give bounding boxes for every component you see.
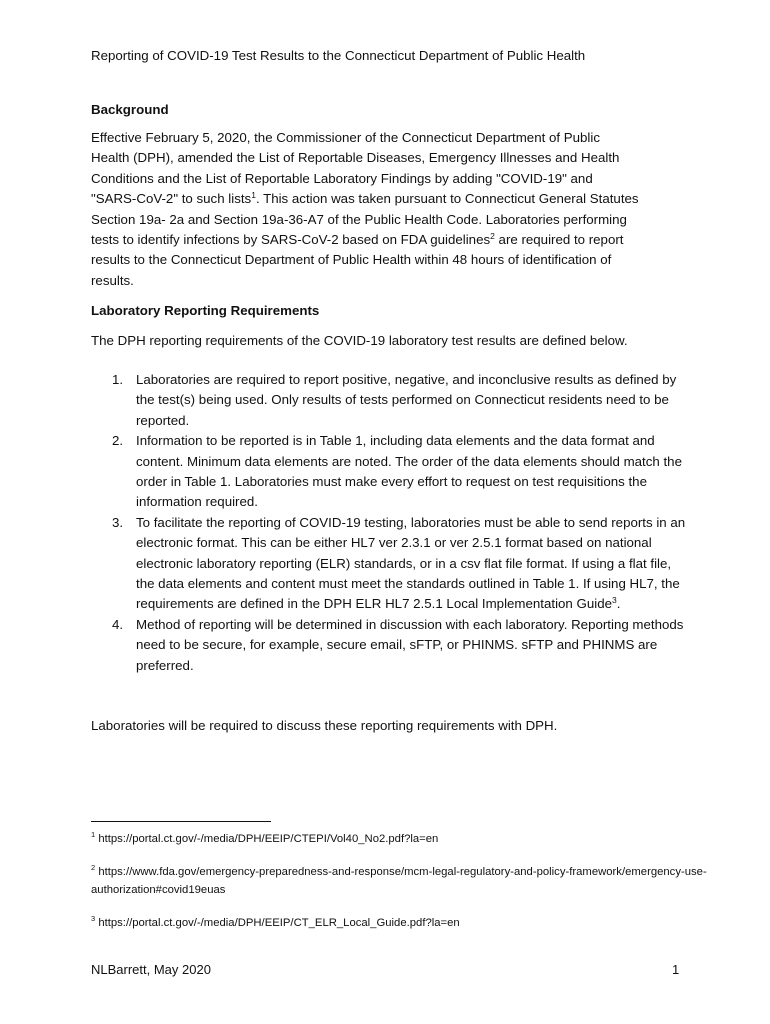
footnote-mark: 1 [91,830,96,839]
background-text-a: Effective February 5, 2020, the Commissioner of the Connecticut Department of Public Health (DPH), amended the List of Reportable Diseases, Emergency Illnesses and Health Conditions and the List of Reportable Laboratory Findings by adding "COVID-19" and "SARS-CoV-2" to such lists [91,130,620,207]
background-section [91,100,641,352]
list-item-number: 3. [112,514,124,530]
list-item-number: 4. [112,616,124,632]
requirements-list [91,370,691,676]
footnote-3 [91,914,711,932]
footnote-link[interactable]: https://portal.ct.gov/-/media/DPH/EEIP/CTEPI/Vol40_No2.pdf?la=en [98,833,439,845]
footnote-ref-1: 1 [251,190,256,201]
lab-requirements-intro: The DPH reporting requirements of the COVID-19 laboratory test results are defined below. [91,333,628,349]
list-item [91,513,691,615]
list-item-text: Method of reporting will be determined in discussion with each laboratory. Reporting methods need to be secure, for example, secure email, sFTP, or PHINMS. sFTP and PHINMS are preferred. [136,616,684,673]
requirements-list-wrap [91,370,691,676]
lab-requirements-heading: Laboratory Reporting Requirements [91,303,320,319]
footnote-link[interactable]: https://portal.ct.gov/-/media/DPH/EEIP/CT_ELR_Local_Guide.pdf?la=en [98,917,460,929]
list-item-number: 2. [112,433,124,449]
footnote-ref-2: 2 [490,231,495,242]
closing-statement: Laboratories will be required to discuss these reporting requirements with DPH. [91,718,558,733]
footnote-link[interactable]: https://www.fda.gov/emergency-preparedness-and-response/mcm-legal-regulatory-and-policy-framework/emergency-use-authorization#covid19euas [91,866,707,896]
list-item [91,370,691,431]
list-item [91,615,691,676]
footnote-mark: 2 [91,863,96,872]
list-item-text: To facilitate the reporting of COVID-19 testing, laboratories must be able to send reports in an electronic format. This can be either HL7 ver 2.3.1 or ver 2.5.1 format based on national electronic laboratory reporting (ELR) standards, or in a csv flat file format. If using a flat file, the data elements and content must meet the standards outlined in Table 1. If using HL7, the requirements are defined in the DPH ELR HL7 2.5.1 Local Implementation Guide [136,514,686,612]
list-item-number: 1. [112,372,124,387]
footnote-mark: 3 [91,914,96,923]
background-text-c: are required to report results to the Connecticut Department of Public Health within 48 hours of identification of results. [91,232,624,288]
footnote-ref-3: 3 [612,595,617,606]
list-item-text: Information to be reported is in Table 1, including data elements and the data format and content. Minimum data elements are noted. The order of the data elements should match the order in Table 1. Laboratories must make every effort to request on test requisitions the information required. [136,433,682,510]
footer-author-date: NLBarrett, May 2020 [91,962,211,977]
list-item-text: Laboratories are required to report positive, negative, and inconclusive results as defined by the test(s) being used. Only results of tests performed on Connecticut residents need to be reported. [136,372,677,428]
footer-page-number: 1 [672,962,680,977]
footnote-divider [91,821,271,822]
footnote-1 [91,830,711,848]
list-item [91,431,691,513]
document-title: Reporting of COVID-19 Test Results to the Connecticut Department of Public Health [91,48,586,63]
background-text-b: . This action was taken pursuant to Connecticut General Statutes Section 19a- 2a and Section 19a-36-A7 of the Public Health Code. Laboratories performing tests to identify infections by SARS-CoV-2 based on FDA guidelines [91,191,639,248]
background-paragraph [91,128,641,291]
footnote-2 [91,863,711,899]
background-heading: Background [91,102,169,117]
list-item-tail: . [616,596,621,612]
